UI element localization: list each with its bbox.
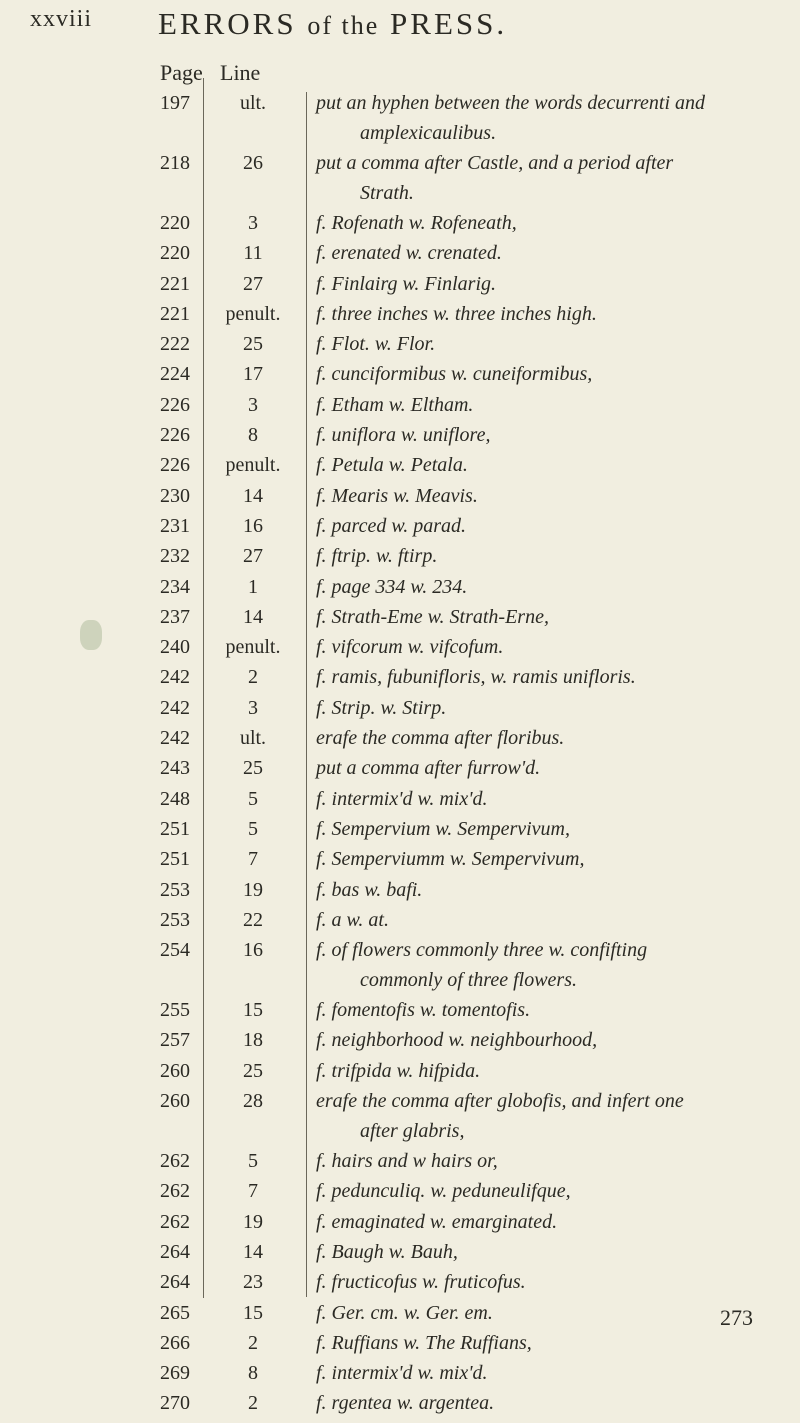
row-line: 22 <box>243 908 263 931</box>
row-line: ult. <box>239 92 267 114</box>
row-page: 255 <box>160 999 190 1022</box>
row-page: 269 <box>160 1362 190 1385</box>
row-page: 251 <box>160 817 190 840</box>
table-row <box>160 1332 780 1362</box>
row-correction: f. emaginated w. emarginated. <box>316 1210 558 1233</box>
row-line: 1 <box>248 575 258 598</box>
row-line: 18 <box>243 1029 263 1052</box>
table-row <box>160 363 780 393</box>
row-correction: put a comma after furrow'd. <box>316 757 541 780</box>
table-row <box>160 576 780 606</box>
row-page: 226 <box>160 454 190 477</box>
row-page: 221 <box>160 302 190 325</box>
table-row <box>160 606 780 636</box>
table-row <box>160 848 780 878</box>
row-correction: f. three inches w. three inches high. <box>316 302 597 325</box>
row-correction: f. page 334 w. 234. <box>316 575 468 598</box>
row-correction-continued: amplexicaulibus. <box>360 122 497 144</box>
row-page: 240 <box>160 636 190 659</box>
table-row <box>160 999 780 1029</box>
row-line: 2 <box>248 666 258 689</box>
row-line: penult. <box>225 302 281 325</box>
table-row <box>160 636 780 666</box>
row-correction: f. a w. at. <box>316 908 389 931</box>
table-row <box>160 1029 780 1059</box>
row-correction-continued: commonly of three flowers. <box>360 969 578 992</box>
row-line: 3 <box>248 212 258 234</box>
row-line: 2 <box>248 1331 258 1354</box>
row-line: 14 <box>243 605 263 628</box>
row-line: 25 <box>243 757 263 780</box>
row-line: 16 <box>243 514 263 537</box>
row-line: 27 <box>243 272 263 295</box>
row-line: 19 <box>243 1210 263 1233</box>
row-page: 226 <box>160 393 190 416</box>
table-row <box>160 757 780 787</box>
row-line: penult. <box>225 636 281 659</box>
table-row <box>160 303 780 333</box>
row-correction: f. pedunculiq. w. peduneulifque, <box>316 1180 571 1203</box>
row-page: 257 <box>160 1029 190 1052</box>
row-correction: f. Finlairg w. Finlarig. <box>316 272 497 295</box>
row-correction: f. ramis, fubunifloris, w. ramis unifloris. <box>316 666 636 689</box>
row-page: 266 <box>160 1331 190 1354</box>
table-row <box>160 454 780 484</box>
table-row <box>160 212 780 242</box>
row-line: 3 <box>248 393 258 416</box>
row-page: 237 <box>160 605 190 628</box>
row-page: 218 <box>160 152 190 174</box>
row-correction: f. ftrip. w. ftirp. <box>316 545 438 568</box>
row-correction: f. Ruffians w. The Ruffians, <box>316 1331 532 1354</box>
table-row <box>160 1150 780 1180</box>
table-row <box>160 727 780 757</box>
row-line: 15 <box>243 1301 263 1324</box>
table-row <box>160 333 780 363</box>
table-row <box>160 273 780 303</box>
ink-stain <box>80 620 102 650</box>
table-row <box>160 697 780 727</box>
table-row <box>160 394 780 424</box>
row-line: 11 <box>243 242 263 265</box>
title-press: PRESS. <box>390 6 508 41</box>
row-line: 27 <box>243 545 263 568</box>
row-correction: f. Strip. w. Stirp. <box>316 696 447 719</box>
row-correction: f. fomentofis w. tomentofis. <box>316 999 531 1022</box>
row-correction: f. neighborhood w. neighbourhood, <box>316 1029 598 1052</box>
row-line: 23 <box>243 1271 263 1294</box>
row-correction: erafe the comma after globofis, and infert one <box>316 1090 684 1113</box>
row-correction: f. trifpida w. hifpida. <box>316 1059 481 1082</box>
row-correction: erafe the comma after floribus. <box>316 727 565 750</box>
table-row <box>160 1241 780 1271</box>
row-correction: f. uniflora w. uniflore, <box>316 424 491 447</box>
row-correction: f. Rofenath w. Rofeneath, <box>316 212 517 234</box>
row-line: 25 <box>243 1059 263 1082</box>
row-correction: f. Mearis w. Meavis. <box>316 484 478 507</box>
row-page: 234 <box>160 575 190 598</box>
row-page: 265 <box>160 1301 190 1324</box>
row-line: 7 <box>248 848 258 871</box>
table-row <box>160 92 780 152</box>
row-line: 8 <box>248 424 258 447</box>
row-page: 231 <box>160 514 190 537</box>
row-line: 14 <box>243 1240 263 1263</box>
row-page: 251 <box>160 848 190 871</box>
row-page: 230 <box>160 484 190 507</box>
row-correction: f. Petula w. Petala. <box>316 454 468 477</box>
row-page: 262 <box>160 1150 190 1173</box>
table-row <box>160 1090 780 1150</box>
row-correction: f. intermix'd w. mix'd. <box>316 787 488 810</box>
table-row <box>160 939 780 999</box>
table-row <box>160 424 780 454</box>
row-page: 220 <box>160 242 190 265</box>
table-header <box>160 60 780 92</box>
row-page: 224 <box>160 363 190 386</box>
row-correction: f. Strath-Eme w. Strath-Erne, <box>316 605 549 628</box>
row-correction: f. rgentea w. argentea. <box>316 1392 495 1415</box>
row-page: 197 <box>160 92 190 114</box>
row-correction: f. intermix'd w. mix'd. <box>316 1362 488 1385</box>
table-row <box>160 485 780 515</box>
row-correction-continued: after glabris, <box>360 1120 465 1143</box>
row-correction: f. fructicofus w. fruticofus. <box>316 1271 526 1294</box>
table-row <box>160 1362 780 1392</box>
row-correction: put a comma after Castle, and a period after <box>316 152 674 174</box>
row-line: ult. <box>239 727 267 750</box>
page-number: xxviii <box>30 6 93 32</box>
row-line: 14 <box>243 484 263 507</box>
row-page: 262 <box>160 1210 190 1233</box>
row-page: 262 <box>160 1180 190 1203</box>
row-page: 242 <box>160 727 190 750</box>
row-line: 28 <box>243 1090 263 1113</box>
table-row <box>160 545 780 575</box>
table-row <box>160 1211 780 1241</box>
errata-table <box>160 60 780 1423</box>
row-page: 226 <box>160 424 190 447</box>
row-line: 25 <box>243 333 263 356</box>
row-line: 17 <box>243 363 263 386</box>
row-line: penult. <box>225 454 281 477</box>
table-row <box>160 1180 780 1210</box>
row-page: 232 <box>160 545 190 568</box>
row-page: 264 <box>160 1271 190 1294</box>
row-page: 260 <box>160 1059 190 1082</box>
row-line: 7 <box>248 1180 258 1203</box>
row-correction: f. hairs and w hairs or, <box>316 1150 498 1173</box>
row-page: 270 <box>160 1392 190 1415</box>
row-page: 221 <box>160 272 190 295</box>
table-row <box>160 152 780 212</box>
row-correction: put an hyphen between the words decurrenti and <box>316 92 706 114</box>
row-correction: f. bas w. bafi. <box>316 878 423 901</box>
table-row <box>160 1060 780 1090</box>
row-page: 254 <box>160 939 190 962</box>
row-page: 253 <box>160 878 190 901</box>
row-correction: f. Baugh w. Bauh, <box>316 1240 458 1263</box>
row-line: 5 <box>248 817 258 840</box>
row-correction: f. parced w. parad. <box>316 514 466 537</box>
table-row <box>160 666 780 696</box>
page-title <box>158 6 507 42</box>
row-line: 2 <box>248 1392 258 1415</box>
row-page: 242 <box>160 696 190 719</box>
row-page: 264 <box>160 1240 190 1263</box>
row-page: 242 <box>160 666 190 689</box>
table-row <box>160 1392 780 1422</box>
row-line: 26 <box>243 152 263 174</box>
row-correction: f. Ger. cm. w. Ger. em. <box>316 1301 493 1324</box>
table-row <box>160 879 780 909</box>
row-line: 16 <box>243 939 263 962</box>
row-page: 248 <box>160 787 190 810</box>
table-row <box>160 1271 780 1301</box>
table-row <box>160 909 780 939</box>
row-line: 5 <box>248 787 258 810</box>
table-row <box>160 1302 780 1332</box>
table-row <box>160 515 780 545</box>
row-correction: f. of flowers commonly three w. confifting <box>316 939 648 962</box>
row-page: 243 <box>160 757 190 780</box>
row-correction-continued: Strath. <box>360 182 414 204</box>
row-page: 222 <box>160 333 190 356</box>
row-line: 19 <box>243 878 263 901</box>
row-correction: f. Etham w. Eltham. <box>316 393 474 416</box>
row-line: 15 <box>243 999 263 1022</box>
title-main: ERRORS <box>158 6 297 41</box>
row-correction: f. vifcorum w. vifcofum. <box>316 636 504 659</box>
row-correction: f. Sempervium w. Sempervivum, <box>316 817 571 840</box>
row-correction: f. cunciformibus w. cuneiformibus, <box>316 363 593 386</box>
header-line: Line <box>220 60 261 85</box>
title-of: of the <box>307 11 380 40</box>
row-correction: f. erenated w. crenated. <box>316 242 502 265</box>
row-page: 253 <box>160 908 190 931</box>
row-correction: f. Flot. w. Flor. <box>316 333 436 356</box>
row-correction: f. Semperviumm w. Sempervivum, <box>316 848 585 871</box>
table-row <box>160 818 780 848</box>
table-row <box>160 242 780 272</box>
row-line: 3 <box>248 696 258 719</box>
row-page: 260 <box>160 1090 190 1113</box>
row-line: 5 <box>248 1150 258 1173</box>
header-page: Page <box>160 60 203 85</box>
table-row <box>160 788 780 818</box>
row-page: 220 <box>160 212 190 234</box>
row-line: 8 <box>248 1362 258 1385</box>
catchword: 273 <box>720 1305 753 1330</box>
